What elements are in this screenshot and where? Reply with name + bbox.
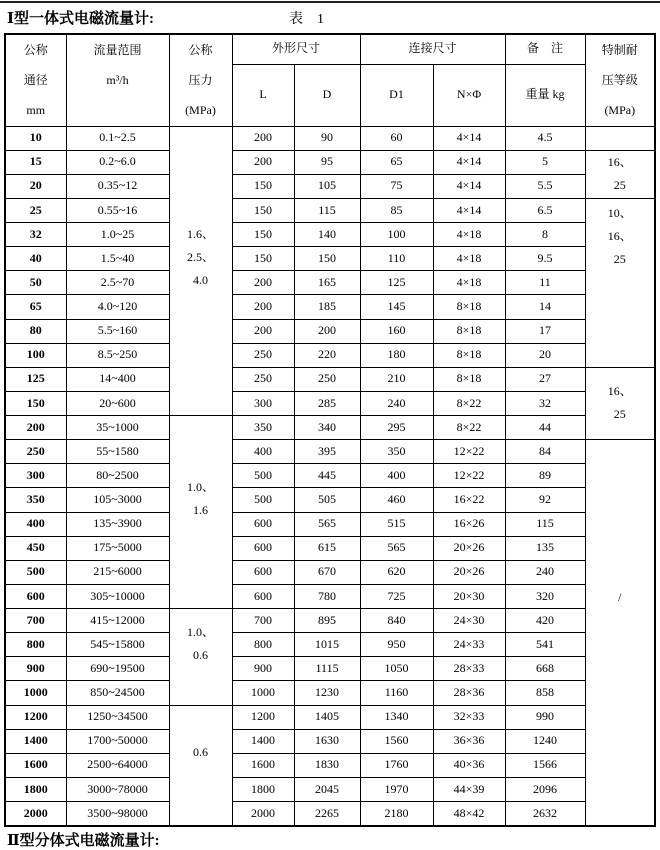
diameter-D1-cell: 1970 bbox=[360, 777, 433, 801]
flow-range-cell: 0.35~12 bbox=[66, 174, 169, 198]
flow-range-cell: 2.5~70 bbox=[66, 271, 169, 295]
length-L-cell: 150 bbox=[232, 174, 294, 198]
diameter-D-cell: 895 bbox=[294, 609, 360, 633]
weight-cell: 9.5 bbox=[505, 247, 585, 271]
flow-range-cell: 1700~50000 bbox=[66, 729, 169, 753]
diameter-D-cell: 185 bbox=[294, 295, 360, 319]
diameter-D1-cell: 160 bbox=[360, 319, 433, 343]
length-L-cell: 150 bbox=[232, 198, 294, 222]
diameter-D-cell: 1630 bbox=[294, 729, 360, 753]
diameter-D-cell: 115 bbox=[294, 198, 360, 222]
diameter-D-cell: 1015 bbox=[294, 633, 360, 657]
bolt-holes-cell: 4×14 bbox=[433, 150, 505, 174]
table-row bbox=[5, 536, 655, 560]
flow-range-cell: 20~600 bbox=[66, 391, 169, 415]
diameter-D1-cell: 110 bbox=[360, 247, 433, 271]
bolt-holes-cell: 36×36 bbox=[433, 729, 505, 753]
weight-cell: 11 bbox=[505, 271, 585, 295]
bolt-holes-cell: 4×14 bbox=[433, 174, 505, 198]
diameter-D1-cell: 210 bbox=[360, 367, 433, 391]
pressure-cell-line: 0.6 bbox=[193, 647, 208, 662]
table-row bbox=[5, 681, 655, 705]
special-pressure-cell-line: 25 bbox=[613, 251, 626, 266]
bolt-holes-cell: 4×14 bbox=[433, 198, 505, 222]
dn-cell: 300 bbox=[5, 464, 66, 488]
flow-range-cell: 105~3000 bbox=[66, 488, 169, 512]
table-body bbox=[5, 126, 655, 826]
dn-cell: 900 bbox=[5, 657, 66, 681]
weight-cell: 135 bbox=[505, 536, 585, 560]
bolt-holes-cell: 44×39 bbox=[433, 777, 505, 801]
diameter-D-cell: 220 bbox=[294, 343, 360, 367]
flow-range-cell: 850~24500 bbox=[66, 681, 169, 705]
dn-cell: 200 bbox=[5, 416, 66, 440]
group-header-dimensions: 外形尺寸 bbox=[232, 34, 360, 64]
dn-cell: 1800 bbox=[5, 777, 66, 801]
length-L-cell: 700 bbox=[232, 609, 294, 633]
table-row bbox=[5, 512, 655, 536]
weight-cell: 14 bbox=[505, 295, 585, 319]
diameter-D1-cell: 240 bbox=[360, 391, 433, 415]
flow-range-cell: 55~1580 bbox=[66, 440, 169, 464]
flow-range-cell: 0.55~16 bbox=[66, 198, 169, 222]
weight-cell: 2096 bbox=[505, 777, 585, 801]
weight-cell: 320 bbox=[505, 584, 585, 608]
length-L-cell: 1600 bbox=[232, 753, 294, 777]
dn-cell: 80 bbox=[5, 319, 66, 343]
diameter-D1-cell: 1050 bbox=[360, 657, 433, 681]
length-L-cell: 1200 bbox=[232, 705, 294, 729]
col-header-dn-line1: 公称 bbox=[23, 43, 48, 58]
length-L-cell: 600 bbox=[232, 512, 294, 536]
dn-cell: 400 bbox=[5, 512, 66, 536]
table-row bbox=[5, 609, 655, 633]
bolt-holes-cell: 16×22 bbox=[433, 488, 505, 512]
length-L-cell: 600 bbox=[232, 560, 294, 584]
weight-cell: 240 bbox=[505, 560, 585, 584]
diameter-D-cell: 165 bbox=[294, 271, 360, 295]
length-L-cell: 400 bbox=[232, 440, 294, 464]
dn-cell: 10 bbox=[5, 126, 66, 150]
col-header-flow-line2: m³/h bbox=[106, 73, 129, 88]
col-header-special-pressure bbox=[585, 34, 655, 126]
weight-cell: 32 bbox=[505, 391, 585, 415]
length-L-cell: 900 bbox=[232, 657, 294, 681]
length-L-cell: 800 bbox=[232, 633, 294, 657]
diameter-D1-cell: 1560 bbox=[360, 729, 433, 753]
bolt-holes-cell: 12×22 bbox=[433, 464, 505, 488]
weight-cell: 44 bbox=[505, 416, 585, 440]
special-pressure-cell bbox=[585, 126, 655, 150]
table-row bbox=[5, 584, 655, 608]
diameter-D-cell: 90 bbox=[294, 126, 360, 150]
weight-cell: 27 bbox=[505, 367, 585, 391]
diameter-D1-cell: 1160 bbox=[360, 681, 433, 705]
table-row bbox=[5, 247, 655, 271]
table-row bbox=[5, 729, 655, 753]
special-pressure-cell-line: 25 bbox=[613, 178, 626, 193]
col-header-flow-line3 bbox=[67, 95, 169, 125]
weight-cell: 115 bbox=[505, 512, 585, 536]
table-row bbox=[5, 343, 655, 367]
diameter-D-cell: 140 bbox=[294, 223, 360, 247]
dn-cell: 600 bbox=[5, 584, 66, 608]
diameter-D1-cell: 515 bbox=[360, 512, 433, 536]
diameter-D-cell: 445 bbox=[294, 464, 360, 488]
diameter-D-cell: 565 bbox=[294, 512, 360, 536]
diameter-D1-cell: 85 bbox=[360, 198, 433, 222]
table-row bbox=[5, 295, 655, 319]
length-L-cell: 200 bbox=[232, 295, 294, 319]
weight-cell: 8 bbox=[505, 223, 585, 247]
flow-range-cell: 545~15800 bbox=[66, 633, 169, 657]
diameter-D-cell: 2265 bbox=[294, 802, 360, 827]
length-L-cell: 200 bbox=[232, 319, 294, 343]
col-header-pressure bbox=[169, 34, 232, 126]
flow-range-cell: 1250~34500 bbox=[66, 705, 169, 729]
bolt-holes-cell: 32×33 bbox=[433, 705, 505, 729]
diameter-D-cell: 105 bbox=[294, 174, 360, 198]
table-row bbox=[5, 633, 655, 657]
length-L-cell: 250 bbox=[232, 343, 294, 367]
weight-cell: 541 bbox=[505, 633, 585, 657]
table-row bbox=[5, 367, 655, 391]
length-L-cell: 150 bbox=[232, 223, 294, 247]
header-row-1 bbox=[5, 34, 655, 64]
dn-cell: 1600 bbox=[5, 753, 66, 777]
weight-cell: 92 bbox=[505, 488, 585, 512]
spec-table bbox=[4, 33, 656, 827]
weight-cell: 5.5 bbox=[505, 174, 585, 198]
dn-cell: 450 bbox=[5, 536, 66, 560]
sub-header-L: L bbox=[232, 64, 294, 126]
weight-cell: 1240 bbox=[505, 729, 585, 753]
pressure-cell-line: 1.0、 bbox=[186, 480, 214, 494]
col-header-special-line2: 压等级 bbox=[601, 73, 638, 88]
diameter-D-cell: 1115 bbox=[294, 657, 360, 681]
special-pressure-cell-line: 25 bbox=[613, 407, 626, 422]
col-header-dn bbox=[5, 34, 66, 126]
table-row bbox=[5, 560, 655, 584]
table-caption: 表 1 bbox=[289, 12, 324, 27]
diameter-D1-cell: 400 bbox=[360, 464, 433, 488]
flow-range-cell: 1.0~25 bbox=[66, 223, 169, 247]
special-pressure-cell bbox=[585, 198, 655, 367]
dn-cell: 2000 bbox=[5, 802, 66, 827]
diameter-D1-cell: 840 bbox=[360, 609, 433, 633]
flow-range-cell: 415~12000 bbox=[66, 609, 169, 633]
diameter-D1-cell: 2180 bbox=[360, 802, 433, 827]
dn-cell: 1400 bbox=[5, 729, 66, 753]
weight-cell: 1566 bbox=[505, 753, 585, 777]
weight-cell: 17 bbox=[505, 319, 585, 343]
length-L-cell: 600 bbox=[232, 584, 294, 608]
weight-cell: 89 bbox=[505, 464, 585, 488]
dn-cell: 350 bbox=[5, 488, 66, 512]
length-L-cell: 1800 bbox=[232, 777, 294, 801]
bolt-holes-cell: 4×14 bbox=[433, 126, 505, 150]
bolt-holes-cell: 8×18 bbox=[433, 367, 505, 391]
pressure-cell-line: 1.0、 bbox=[186, 624, 214, 639]
sub-header-D: D bbox=[294, 64, 360, 126]
bolt-holes-cell: 28×33 bbox=[433, 657, 505, 681]
bolt-holes-cell: 48×42 bbox=[433, 802, 505, 827]
table-row bbox=[5, 174, 655, 198]
bolt-holes-cell: 16×26 bbox=[433, 512, 505, 536]
dn-cell: 1200 bbox=[5, 705, 66, 729]
diameter-D1-cell: 295 bbox=[360, 416, 433, 440]
pressure-cell-line: 2.5、 bbox=[186, 250, 214, 265]
col-header-pressure-line1: 公称 bbox=[188, 43, 213, 58]
flow-range-cell: 135~3900 bbox=[66, 512, 169, 536]
diameter-D1-cell: 1760 bbox=[360, 753, 433, 777]
diameter-D1-cell: 950 bbox=[360, 633, 433, 657]
diameter-D-cell: 1230 bbox=[294, 681, 360, 705]
diameter-D-cell: 780 bbox=[294, 584, 360, 608]
special-pressure-cell-line: 16、 bbox=[607, 384, 632, 399]
bolt-holes-cell: 8×18 bbox=[433, 295, 505, 319]
bolt-holes-cell: 8×22 bbox=[433, 416, 505, 440]
table-row bbox=[5, 416, 655, 440]
flow-range-cell: 80~2500 bbox=[66, 464, 169, 488]
special-pressure-cell bbox=[585, 440, 655, 826]
top-rule bbox=[0, 1, 660, 3]
pressure-cell-line: 1.6、 bbox=[186, 227, 214, 242]
table-row bbox=[5, 223, 655, 247]
pressure-cell bbox=[169, 609, 232, 706]
pressure-cell bbox=[169, 705, 232, 826]
bolt-holes-cell: 28×36 bbox=[433, 681, 505, 705]
bolt-holes-cell: 24×33 bbox=[433, 633, 505, 657]
length-L-cell: 200 bbox=[232, 150, 294, 174]
col-header-special-line3: (MPa) bbox=[604, 103, 636, 118]
weight-cell: 990 bbox=[505, 705, 585, 729]
table-row bbox=[5, 464, 655, 488]
weight-cell: 4.5 bbox=[505, 126, 585, 150]
table-row bbox=[5, 753, 655, 777]
bolt-holes-cell: 8×18 bbox=[433, 319, 505, 343]
diameter-D-cell: 2045 bbox=[294, 777, 360, 801]
flow-range-cell: 14~400 bbox=[66, 367, 169, 391]
flow-range-cell: 0.1~2.5 bbox=[66, 126, 169, 150]
dn-cell: 250 bbox=[5, 440, 66, 464]
diameter-D-cell: 670 bbox=[294, 560, 360, 584]
bolt-holes-cell: 40×36 bbox=[433, 753, 505, 777]
flow-range-cell: 3000~78000 bbox=[66, 777, 169, 801]
dn-cell: 40 bbox=[5, 247, 66, 271]
dn-cell: 100 bbox=[5, 343, 66, 367]
table-row bbox=[5, 802, 655, 827]
special-pressure-cell bbox=[585, 150, 655, 198]
weight-cell: 858 bbox=[505, 681, 585, 705]
dn-cell: 25 bbox=[5, 198, 66, 222]
diameter-D1-cell: 350 bbox=[360, 440, 433, 464]
bolt-holes-cell: 20×26 bbox=[433, 536, 505, 560]
dn-cell: 65 bbox=[5, 295, 66, 319]
weight-cell: 20 bbox=[505, 343, 585, 367]
diameter-D1-cell: 565 bbox=[360, 536, 433, 560]
special-pressure-cell-line: / bbox=[618, 590, 622, 605]
special-pressure-cell-line: 10、 bbox=[607, 205, 632, 220]
dn-cell: 500 bbox=[5, 560, 66, 584]
flow-range-cell: 175~5000 bbox=[66, 536, 169, 560]
table-row bbox=[5, 271, 655, 295]
length-L-cell: 600 bbox=[232, 536, 294, 560]
length-L-cell: 2000 bbox=[232, 802, 294, 827]
bolt-holes-cell: 20×30 bbox=[433, 584, 505, 608]
bolt-holes-cell: 24×30 bbox=[433, 609, 505, 633]
dn-cell: 1000 bbox=[5, 681, 66, 705]
flow-range-cell: 4.0~120 bbox=[66, 295, 169, 319]
length-L-cell: 500 bbox=[232, 464, 294, 488]
dn-cell: 15 bbox=[5, 150, 66, 174]
pressure-cell-line: 4.0 bbox=[193, 273, 208, 288]
table-row bbox=[5, 705, 655, 729]
flow-range-cell: 8.5~250 bbox=[66, 343, 169, 367]
dn-cell: 800 bbox=[5, 633, 66, 657]
group-header-note: 备 注 bbox=[505, 34, 585, 64]
weight-cell: 668 bbox=[505, 657, 585, 681]
dn-cell: 150 bbox=[5, 391, 66, 415]
weight-cell: 84 bbox=[505, 440, 585, 464]
flow-range-cell: 215~6000 bbox=[66, 560, 169, 584]
diameter-D1-cell: 75 bbox=[360, 174, 433, 198]
diameter-D-cell: 505 bbox=[294, 488, 360, 512]
diameter-D1-cell: 620 bbox=[360, 560, 433, 584]
sub-header-D1: D1 bbox=[360, 64, 433, 126]
diameter-D-cell: 95 bbox=[294, 150, 360, 174]
dn-cell: 32 bbox=[5, 223, 66, 247]
length-L-cell: 1000 bbox=[232, 681, 294, 705]
group-header-connection: 连接尺寸 bbox=[360, 34, 505, 64]
flow-range-cell: 1.5~40 bbox=[66, 247, 169, 271]
bolt-holes-cell: 12×22 bbox=[433, 440, 505, 464]
pressure-cell bbox=[169, 126, 232, 416]
length-L-cell: 250 bbox=[232, 367, 294, 391]
flow-range-cell: 3500~98000 bbox=[66, 802, 169, 827]
diameter-D-cell: 1405 bbox=[294, 705, 360, 729]
bolt-holes-cell: 4×18 bbox=[433, 247, 505, 271]
pressure-cell-line: 1.6 bbox=[193, 503, 208, 517]
col-header-pressure-line3: (MPa) bbox=[185, 103, 216, 118]
length-L-cell: 200 bbox=[232, 271, 294, 295]
dn-cell: 125 bbox=[5, 367, 66, 391]
diameter-D-cell: 340 bbox=[294, 416, 360, 440]
diameter-D-cell: 200 bbox=[294, 319, 360, 343]
pressure-cell-line: 0.6 bbox=[193, 744, 208, 759]
diameter-D1-cell: 1340 bbox=[360, 705, 433, 729]
length-L-cell: 150 bbox=[232, 247, 294, 271]
special-pressure-cell bbox=[585, 367, 655, 439]
table-row bbox=[5, 391, 655, 415]
length-L-cell: 350 bbox=[232, 416, 294, 440]
diameter-D-cell: 615 bbox=[294, 536, 360, 560]
bolt-holes-cell: 4×18 bbox=[433, 223, 505, 247]
col-header-dn-line2: 通径 bbox=[23, 73, 48, 88]
diameter-D1-cell: 180 bbox=[360, 343, 433, 367]
length-L-cell: 500 bbox=[232, 488, 294, 512]
diameter-D-cell: 285 bbox=[294, 391, 360, 415]
bolt-holes-cell: 8×22 bbox=[433, 391, 505, 415]
diameter-D1-cell: 460 bbox=[360, 488, 433, 512]
length-L-cell: 300 bbox=[232, 391, 294, 415]
diameter-D-cell: 150 bbox=[294, 247, 360, 271]
bolt-holes-cell: 8×18 bbox=[433, 343, 505, 367]
flow-range-cell: 2500~64000 bbox=[66, 753, 169, 777]
diameter-D1-cell: 145 bbox=[360, 295, 433, 319]
weight-cell: 2632 bbox=[505, 802, 585, 827]
bolt-holes-cell: 20×26 bbox=[433, 560, 505, 584]
diameter-D1-cell: 725 bbox=[360, 584, 433, 608]
table-row bbox=[5, 126, 655, 150]
table-row bbox=[5, 657, 655, 681]
length-L-cell: 200 bbox=[232, 126, 294, 150]
flow-range-cell: 0.2~6.0 bbox=[66, 150, 169, 174]
sub-header-nphi: N×Φ bbox=[433, 64, 505, 126]
flow-range-cell: 690~19500 bbox=[66, 657, 169, 681]
diameter-D-cell: 250 bbox=[294, 367, 360, 391]
special-pressure-cell-line: 16、 bbox=[607, 228, 632, 243]
table-row bbox=[5, 198, 655, 222]
special-pressure-cell-line: 16、 bbox=[607, 155, 632, 170]
diameter-D1-cell: 65 bbox=[360, 150, 433, 174]
pressure-cell bbox=[169, 416, 232, 609]
table-row bbox=[5, 150, 655, 174]
flow-range-cell: 5.5~160 bbox=[66, 319, 169, 343]
weight-cell: 420 bbox=[505, 609, 585, 633]
dn-cell: 700 bbox=[5, 609, 66, 633]
table-row bbox=[5, 488, 655, 512]
weight-cell: 5 bbox=[505, 150, 585, 174]
diameter-D-cell: 395 bbox=[294, 440, 360, 464]
diameter-D-cell: 1830 bbox=[294, 753, 360, 777]
dn-cell: 20 bbox=[5, 174, 66, 198]
sub-header-weight: 重量 kg bbox=[505, 64, 585, 126]
col-header-flow-line1: 流量范围 bbox=[93, 43, 142, 58]
length-L-cell: 1400 bbox=[232, 729, 294, 753]
flow-range-cell: 35~1000 bbox=[66, 416, 169, 440]
diameter-D1-cell: 100 bbox=[360, 223, 433, 247]
weight-cell: 6.5 bbox=[505, 198, 585, 222]
diameter-D1-cell: 60 bbox=[360, 126, 433, 150]
col-header-pressure-line2: 压力 bbox=[188, 73, 213, 88]
page-title: Ⅰ型一体式电磁流量计: bbox=[7, 11, 155, 27]
col-header-dn-line3: mm bbox=[26, 103, 46, 118]
flow-range-cell: 305~10000 bbox=[66, 584, 169, 608]
table-row bbox=[5, 440, 655, 464]
col-header-flow bbox=[66, 34, 169, 126]
col-header-special-line1: 特制耐 bbox=[601, 43, 638, 58]
diameter-D1-cell: 125 bbox=[360, 271, 433, 295]
next-section-title-partial: Ⅱ型分体式电磁流量计: bbox=[7, 833, 160, 849]
table-row bbox=[5, 319, 655, 343]
dn-cell: 50 bbox=[5, 271, 66, 295]
bolt-holes-cell: 4×18 bbox=[433, 271, 505, 295]
table-row bbox=[5, 777, 655, 801]
